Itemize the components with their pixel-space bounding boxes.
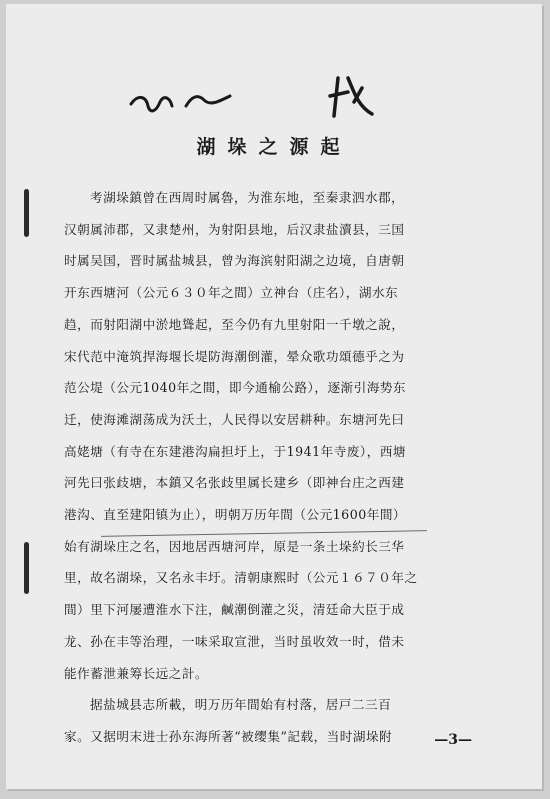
text-line: 汉朝属沛郡，又隶楚州，为射阳县地，后汉隶盐瀆县，三国: [64, 221, 405, 237]
binding-hole-mark: [24, 189, 29, 237]
page-number: —3—: [434, 732, 472, 748]
text-line: 时属吴国，晋时属盐城县，曾为海滨射阳湖之边境，自唐朝: [64, 253, 405, 269]
text-line: 高姥塘（有寺在东建港沟扁担圩上，于1941年寺废），西塘: [64, 443, 407, 459]
document-body: [64, 182, 522, 753]
text-line: 据盐城县志所載，明万历年間始有村落，居戸二三百: [90, 697, 392, 713]
text-line: 迁，使海滩湖荡成为沃土，人民得以安居耕种。东塘河先曰: [64, 411, 405, 427]
text-line: 范公堤（公元1040年之間，即今通榆公路），逐渐引海势东: [64, 380, 407, 396]
text-line: 宋代范中淹筑捍海堰长堤防海潮倒灌，晕众歌功頌德乎之为: [64, 348, 405, 364]
text-line: 港沟、直至建阳镇为止），明朝万历年間（公元1600年間）: [64, 507, 407, 523]
text-line: 家。又据明末进士孙东海所著“被缨集”記载，当时湖垛附: [64, 728, 393, 744]
handwritten-scribble: [126, 66, 386, 126]
text-line: 始有湖垛庄之名，因地居西塘河岸，原是一条土垛約长三华: [64, 538, 405, 554]
text-line: 开东西塘河（公元６３０年之間）立神台（庄名），湖水东: [64, 285, 399, 301]
text-line: 能作蓄泄兼筹长远之計。: [64, 665, 209, 681]
text-line: 里，故名湖垛，又名永丰圩。清朝康熙时（公元１６７０年之: [64, 570, 418, 586]
text-line: 考湖垛鎮曾在西周时属魯，为淮东地，至秦隶泗水郡，: [90, 190, 405, 205]
text-line: 趋，而射阳湖中淤地聳起，至今仍有九里射阳一千墩之說，: [64, 316, 405, 332]
text-line: 間）里下河屡遭淮水下注，鹹潮倒灌之災，清廷命大臣于成: [64, 602, 405, 618]
document-title: 湖垛之源起: [196, 136, 352, 158]
binding-hole-mark: [24, 542, 29, 594]
text-line: 河先曰张歧塘，本鎮又名张歧里属长建乡（即神台庄之西建: [64, 475, 405, 491]
text-line: 龙、孙在丰等治理，一味采取宣泄，当时虽收效一时，借未: [64, 633, 405, 649]
document-page: [6, 4, 542, 789]
